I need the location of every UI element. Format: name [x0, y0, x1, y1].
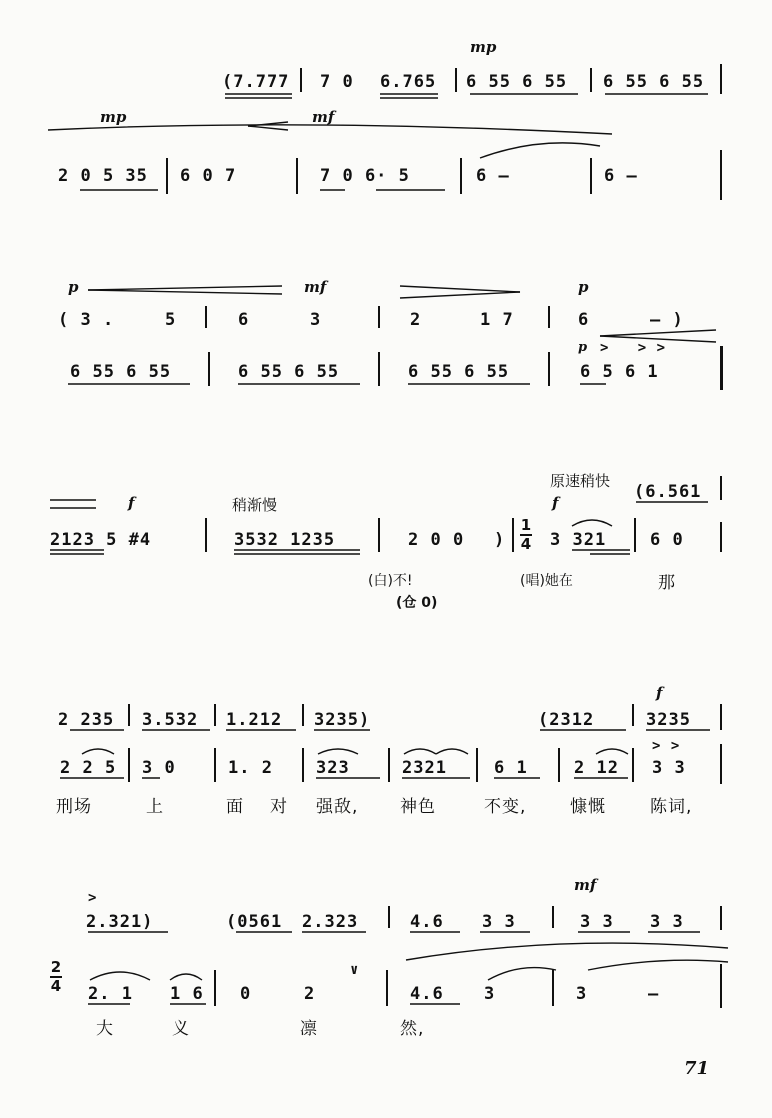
note-group: 6 –: [476, 166, 510, 186]
note-group: 6 55 6 55: [70, 362, 172, 382]
note-group: 3 0: [142, 758, 176, 778]
dynamic-mf: mf: [304, 278, 327, 296]
lyric: 神色: [400, 797, 436, 817]
note-group: 6 55 6 55: [466, 72, 568, 92]
note-group: 2 2 5: [60, 758, 117, 778]
note-group: 323: [316, 758, 350, 778]
note-group: 2.323: [302, 912, 359, 932]
dynamic-p: p: [578, 340, 588, 355]
dynamic-f: f: [656, 684, 663, 702]
note-group: 6 55 6 55: [408, 362, 510, 382]
note-group: 7 0: [320, 72, 354, 92]
note-group: 6 1: [494, 758, 528, 778]
note-group: 3235): [314, 710, 371, 730]
note-group: 6 55 6 55: [603, 72, 705, 92]
note: 0: [240, 984, 252, 1004]
note-group: 3532 1235: [234, 530, 336, 550]
note-group: (2312: [538, 710, 595, 730]
dynamic-mp: mp: [100, 108, 127, 126]
note-group: 6 55 6 55: [238, 362, 340, 382]
note-group: (0561: [226, 912, 283, 932]
note-group: 6 0 7: [180, 166, 237, 186]
spoken-label: (白)不!: [368, 573, 413, 589]
accent-marks: > >: [652, 738, 681, 754]
lyric: 大: [96, 1019, 114, 1039]
note-group: 4.6: [410, 984, 444, 1004]
time-signature-bottom: 4: [520, 535, 532, 553]
time-signature-bottom: 4: [50, 977, 62, 995]
percussion-label: (仓 0): [396, 595, 438, 611]
note-group: 4.6: [410, 912, 444, 932]
dynamic-mp-top: mp: [470, 38, 497, 56]
note-group: 6 –: [604, 166, 638, 186]
note-group: ( 3 .: [58, 310, 115, 330]
note-group: 3 3: [482, 912, 516, 932]
dynamic-mf: mf: [574, 876, 597, 894]
note-group: 2321: [402, 758, 447, 778]
note-group: 3.532: [142, 710, 199, 730]
note-group: 1 7: [480, 310, 514, 330]
note-group: 6 5 6 1: [580, 362, 659, 382]
note-group: 3235: [646, 710, 691, 730]
note-group: 6.765: [380, 72, 437, 92]
dynamic-f: f: [128, 494, 135, 512]
note-group: 1 6: [170, 984, 204, 1004]
note-group: 2 0 0: [408, 530, 465, 550]
note-group: – ): [650, 310, 684, 330]
note-group: 2 235: [58, 710, 115, 730]
note: –: [648, 984, 660, 1004]
breath-mark: ∨: [350, 962, 360, 978]
paren-close: ): [494, 530, 506, 550]
dynamic-f: f: [552, 494, 559, 512]
lyric: 对: [270, 797, 288, 817]
note-group: 1.212: [226, 710, 283, 730]
lyric: 义: [172, 1019, 190, 1039]
lyric: 那: [658, 573, 676, 593]
note-group: 3 3: [650, 912, 684, 932]
note: 3: [310, 310, 322, 330]
lyric: 强敌,: [316, 797, 359, 817]
lyric: 不变,: [484, 797, 527, 817]
tempo-marking: 原速稍快: [550, 472, 611, 490]
note: 5: [165, 310, 177, 330]
note-group: 3 3: [580, 912, 614, 932]
note: 6: [578, 310, 590, 330]
lyric: 陈词,: [650, 797, 693, 817]
lyric: 凛: [300, 1019, 318, 1039]
accent-marks: > > >: [600, 340, 667, 356]
note-group: 3 321: [550, 530, 607, 550]
tempo-marking: 稍渐慢: [232, 496, 278, 514]
note-group: 7 0 6· 5: [320, 166, 410, 186]
lyric: 慷慨: [570, 797, 606, 817]
note-group: 2.321): [86, 912, 154, 932]
dynamic-p: p: [68, 278, 79, 296]
note-group: 2123 5 #4: [50, 530, 152, 550]
lyric: 然,: [400, 1019, 425, 1039]
note-group: 2 12: [574, 758, 619, 778]
lyric: 面: [226, 797, 244, 817]
note-group: (7.777: [222, 72, 290, 92]
dynamic-p: p: [578, 278, 589, 296]
note-group: 3 3: [652, 758, 686, 778]
note: 3: [484, 984, 496, 1004]
note: 3: [576, 984, 588, 1004]
note-group: 6 0: [650, 530, 684, 550]
accent-marks: >: [88, 890, 98, 906]
note-group: 1. 2: [228, 758, 273, 778]
note: 2: [410, 310, 422, 330]
note: 6: [238, 310, 250, 330]
note-group: 2 0 5 35: [58, 166, 148, 186]
note-group: 2. 1: [88, 984, 133, 1004]
time-signature-top: 1: [520, 516, 532, 534]
page-number: 71: [684, 1058, 710, 1079]
lyric: 上: [146, 797, 164, 817]
lyric: 刑场: [56, 797, 92, 817]
note-group: (6.561: [634, 482, 702, 502]
sung-label: (唱)她在: [520, 573, 573, 589]
dynamic-mf: mf: [312, 108, 335, 126]
note: 2: [304, 984, 316, 1004]
time-signature-top: 2: [50, 958, 62, 976]
